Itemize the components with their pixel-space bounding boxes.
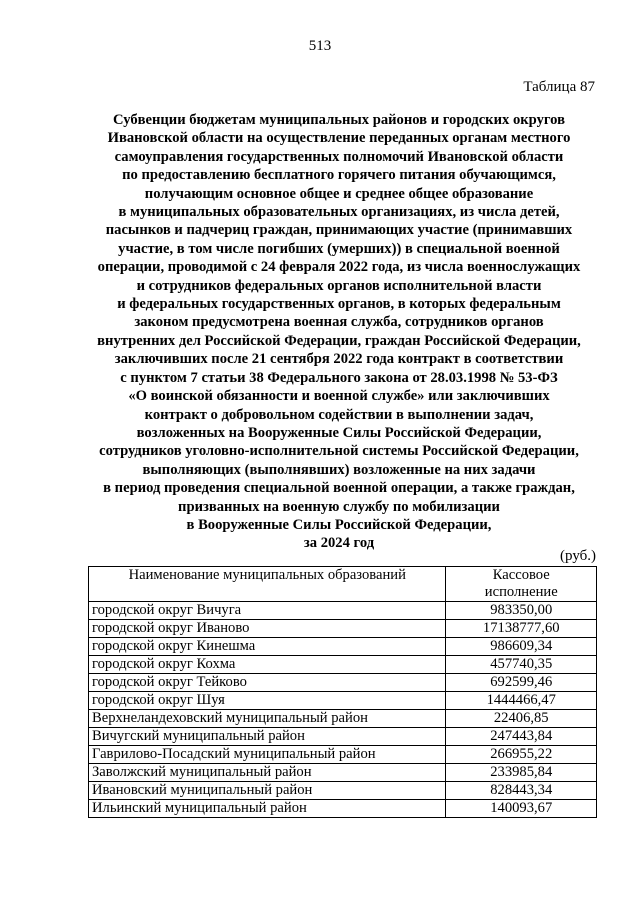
cash-execution-value: 22406,85 bbox=[446, 710, 597, 728]
table-row bbox=[89, 782, 597, 800]
cash-execution-value: 1444466,47 bbox=[446, 692, 597, 710]
header-municipality-name: Наименование муниципальных образований bbox=[89, 567, 446, 602]
title-line: Субвенции бюджетам муниципальных районов и городских округов bbox=[113, 112, 565, 128]
title-line: возложенных на Вооруженные Силы Российской Федерации, bbox=[136, 424, 542, 441]
table-row bbox=[89, 764, 597, 782]
title-line: операции, проводимой с 24 февраля 2022 года, из числа военнослужащих bbox=[97, 259, 581, 276]
title-line: «О воинской обязанности и военной службе» или заключивших bbox=[128, 388, 550, 405]
unit-label: (руб.) bbox=[560, 548, 596, 564]
municipality-name: Вичугский муниципальный район bbox=[89, 728, 446, 746]
municipality-name: городской округ Шуя bbox=[89, 692, 446, 710]
cash-execution-value: 457740,35 bbox=[446, 656, 597, 674]
document-title bbox=[60, 111, 618, 553]
header-value-line1: Кассовое bbox=[492, 567, 550, 583]
title-line: получающим основное общее и среднее общее образование bbox=[144, 185, 534, 202]
title-line: заключивших после 21 сентября 2022 года контракт в соответствии bbox=[114, 351, 564, 368]
title-line: контракт о добровольном содействии в выполнении задач, bbox=[144, 406, 534, 423]
title-line: законом предусмотрена военная служба, сотрудников органов bbox=[134, 314, 544, 331]
title-line: внутренних дел Российской Федерации, граждан Российской Федерации, bbox=[97, 332, 581, 349]
title-line: выполняющих (выполнявших) возложенные на них задачи bbox=[142, 461, 536, 478]
cash-execution-value: 17138777,60 bbox=[446, 620, 597, 638]
table-row bbox=[89, 728, 597, 746]
table-row bbox=[89, 746, 597, 764]
municipality-name: Заволжский муниципальный район bbox=[89, 764, 446, 782]
title-line: в Вооруженные Силы Российской Федерации, bbox=[186, 516, 492, 533]
table-row bbox=[89, 800, 597, 818]
table-label: Таблица 87 bbox=[523, 79, 595, 95]
cash-execution-value: 233985,84 bbox=[446, 764, 597, 782]
municipality-name: Гаврилово-Посадский муниципальный район bbox=[89, 746, 446, 764]
title-line: за 2024 год bbox=[303, 535, 375, 552]
table-row bbox=[89, 692, 597, 710]
cash-execution-value: 828443,34 bbox=[446, 782, 597, 800]
municipality-name: городской округ Иваново bbox=[89, 620, 446, 638]
title-line: призванных на военную службу по мобилизации bbox=[178, 498, 500, 515]
title-line: и сотрудников федеральных органов исполнительной власти bbox=[136, 277, 542, 294]
cash-execution-value: 140093,67 bbox=[446, 800, 597, 818]
table-header-row bbox=[89, 567, 597, 602]
table-row bbox=[89, 638, 597, 656]
cash-execution-value: 266955,22 bbox=[446, 746, 597, 764]
cash-execution-value: 986609,34 bbox=[446, 638, 597, 656]
municipality-name: Ильинский муниципальный район bbox=[89, 800, 446, 818]
cash-execution-value: 983350,00 bbox=[446, 602, 597, 620]
title-line: сотрудников уголовно-исполнительной системы Российской Федерации, bbox=[99, 443, 579, 460]
cash-execution-value: 247443,84 bbox=[446, 728, 597, 746]
title-line: пасынков и падчериц граждан, принимающих участие (принимавших bbox=[105, 222, 573, 239]
table-row bbox=[89, 620, 597, 638]
municipality-name: городской округ Вичуга bbox=[89, 602, 446, 620]
title-line: Ивановской области на осуществление переданных органам местного bbox=[107, 130, 571, 147]
page-number: 513 bbox=[308, 38, 332, 54]
title-line: в муниципальных образовательных организациях, из числа детей, bbox=[118, 204, 560, 221]
title-line: участие, в том числе погибших (умерших)) в специальной военной bbox=[118, 240, 560, 257]
table-row bbox=[89, 710, 597, 728]
municipality-name: городской округ Кохма bbox=[89, 656, 446, 674]
municipality-name: Верхнеландеховский муниципальный район bbox=[89, 710, 446, 728]
table-row bbox=[89, 602, 597, 620]
cash-execution-value: 692599,46 bbox=[446, 674, 597, 692]
table-row bbox=[89, 674, 597, 692]
title-line: и федеральных государственных органов, в которых федеральным bbox=[117, 296, 561, 313]
municipality-name: городской округ Кинешма bbox=[89, 638, 446, 656]
title-line: с пунктом 7 статьи 38 Федерального закона от 28.03.1998 № 53-ФЗ bbox=[120, 369, 558, 386]
title-line: по предоставлению бесплатного горячего питания обучающимся, bbox=[122, 167, 556, 184]
subsidies-table bbox=[88, 566, 597, 818]
municipality-name: городской округ Тейково bbox=[89, 674, 446, 692]
municipality-name: Ивановский муниципальный район bbox=[89, 782, 446, 800]
header-cash-execution bbox=[446, 567, 597, 602]
table-row bbox=[89, 656, 597, 674]
header-value-line2: исполнение bbox=[484, 584, 558, 600]
title-line: в период проведения специальной военной операции, а также граждан, bbox=[103, 480, 575, 497]
title-line: самоуправления государственных полномочий Ивановской области bbox=[114, 148, 564, 165]
